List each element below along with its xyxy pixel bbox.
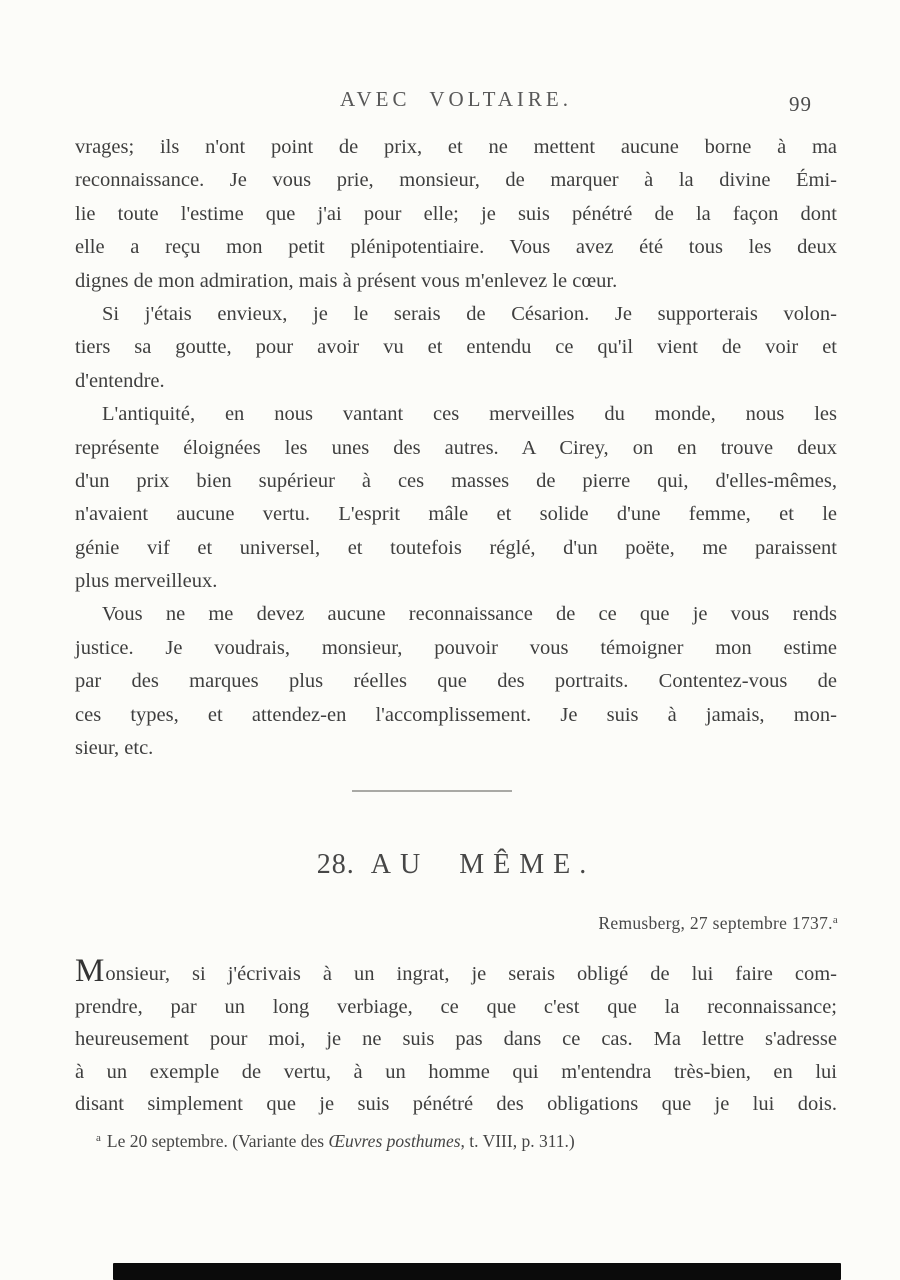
text-line: par des marques plus réelles que des portraits. Contentez-vous de	[75, 670, 837, 693]
first-line-text: onsieur, si j'écrivais à un ingrat, je serais obligé de lui faire com-	[105, 963, 837, 985]
text-line: reconnaissance. Je vous prie, monsieur, de marquer à la divine Émi-	[75, 169, 837, 192]
text-line: d'entendre.	[75, 369, 165, 392]
dateline	[598, 913, 838, 934]
paragraph	[75, 398, 837, 598]
text-line: d'un prix bien supérieur à ces masses de pierre qui, d'elles-mêmes,	[75, 469, 837, 492]
running-header-title: AVEC VOLTAIRE.	[340, 87, 572, 111]
letter-28-lines	[75, 991, 837, 1121]
text-line: plus merveilleux.	[75, 570, 218, 593]
letter-28-body	[75, 953, 837, 1121]
text-line: ces types, et attendez-en l'accomplissement. Je suis à jamais, mon-	[75, 703, 837, 726]
section-number: 28.	[316, 849, 355, 880]
text-line: lie toute l'estime que j'ai pour elle; je suis pénétré de la façon dont	[75, 202, 837, 225]
text-line: représente éloignées les unes des autres. A Cirey, on en trouve deux	[75, 436, 837, 459]
text-line: heureusement pour moi, je ne suis pas dans ce cas. Ma lettre s'adresse	[75, 1028, 837, 1051]
footnote-marker-ref: a	[832, 914, 838, 926]
letter-27-body	[75, 131, 837, 765]
footnote-text-after: , t. VIII, p. 311.)	[460, 1131, 575, 1151]
paragraph	[75, 598, 837, 765]
text-line: tiers sa goutte, pour avoir vu et entendu ce qu'il vient de voir et	[75, 336, 837, 359]
section-title: AU MÊME.	[370, 849, 596, 880]
text-line	[75, 953, 837, 991]
scan-edge-artifact	[113, 1263, 841, 1280]
dateline-text: Remusberg, 27 septembre 1737.	[598, 913, 833, 933]
footnote-text	[107, 1131, 575, 1151]
text-line: Vous ne me devez aucune reconnaissance de ce que je vous rends	[102, 603, 837, 626]
footnote-marker: a	[96, 1132, 101, 1144]
section-divider	[352, 790, 512, 792]
text-line: justice. Je voudrais, monsieur, pouvoir vous témoigner mon estime	[75, 636, 837, 659]
text-line: prendre, par un long verbiage, ce que c'est que la reconnaissance;	[75, 995, 837, 1018]
text-line: Si j'étais envieux, je le serais de Césarion. Je supporterais volon-	[102, 302, 837, 325]
page-number: 99	[789, 92, 812, 116]
initial-capital: M	[75, 953, 106, 989]
text-line: n'avaient aucune vertu. L'esprit mâle et solide d'une femme, et le	[75, 503, 837, 526]
section-heading	[75, 849, 837, 881]
footnote-work-title: Œuvres posthumes	[328, 1131, 461, 1151]
text-line: vrages; ils n'ont point de prix, et ne mettent aucune borne à ma	[75, 136, 837, 158]
text-line: génie vif et universel, et toutefois réglé, d'un poëte, me paraissent	[75, 536, 837, 559]
paragraph	[75, 131, 837, 298]
text-line: sieur, etc.	[75, 737, 154, 760]
text-line: à un exemple de vertu, à un homme qui m'entendra très-bien, en lui	[75, 1060, 837, 1083]
footnote	[96, 1131, 816, 1152]
text-line: elle a reçu mon petit plénipotentiaire. Vous avez été tous les deux	[75, 236, 837, 259]
text-line: dignes de mon admiration, mais à présent vous m'enlevez le cœur.	[75, 269, 618, 292]
paragraph	[75, 298, 837, 398]
text-line: L'antiquité, en nous vantant ces merveilles du monde, nous les	[102, 403, 837, 426]
text-line: disant simplement que je suis pénétré des obligations que je lui dois.	[75, 1093, 837, 1116]
footnote-text-before: Le 20 septembre. (Variante des	[106, 1131, 329, 1151]
